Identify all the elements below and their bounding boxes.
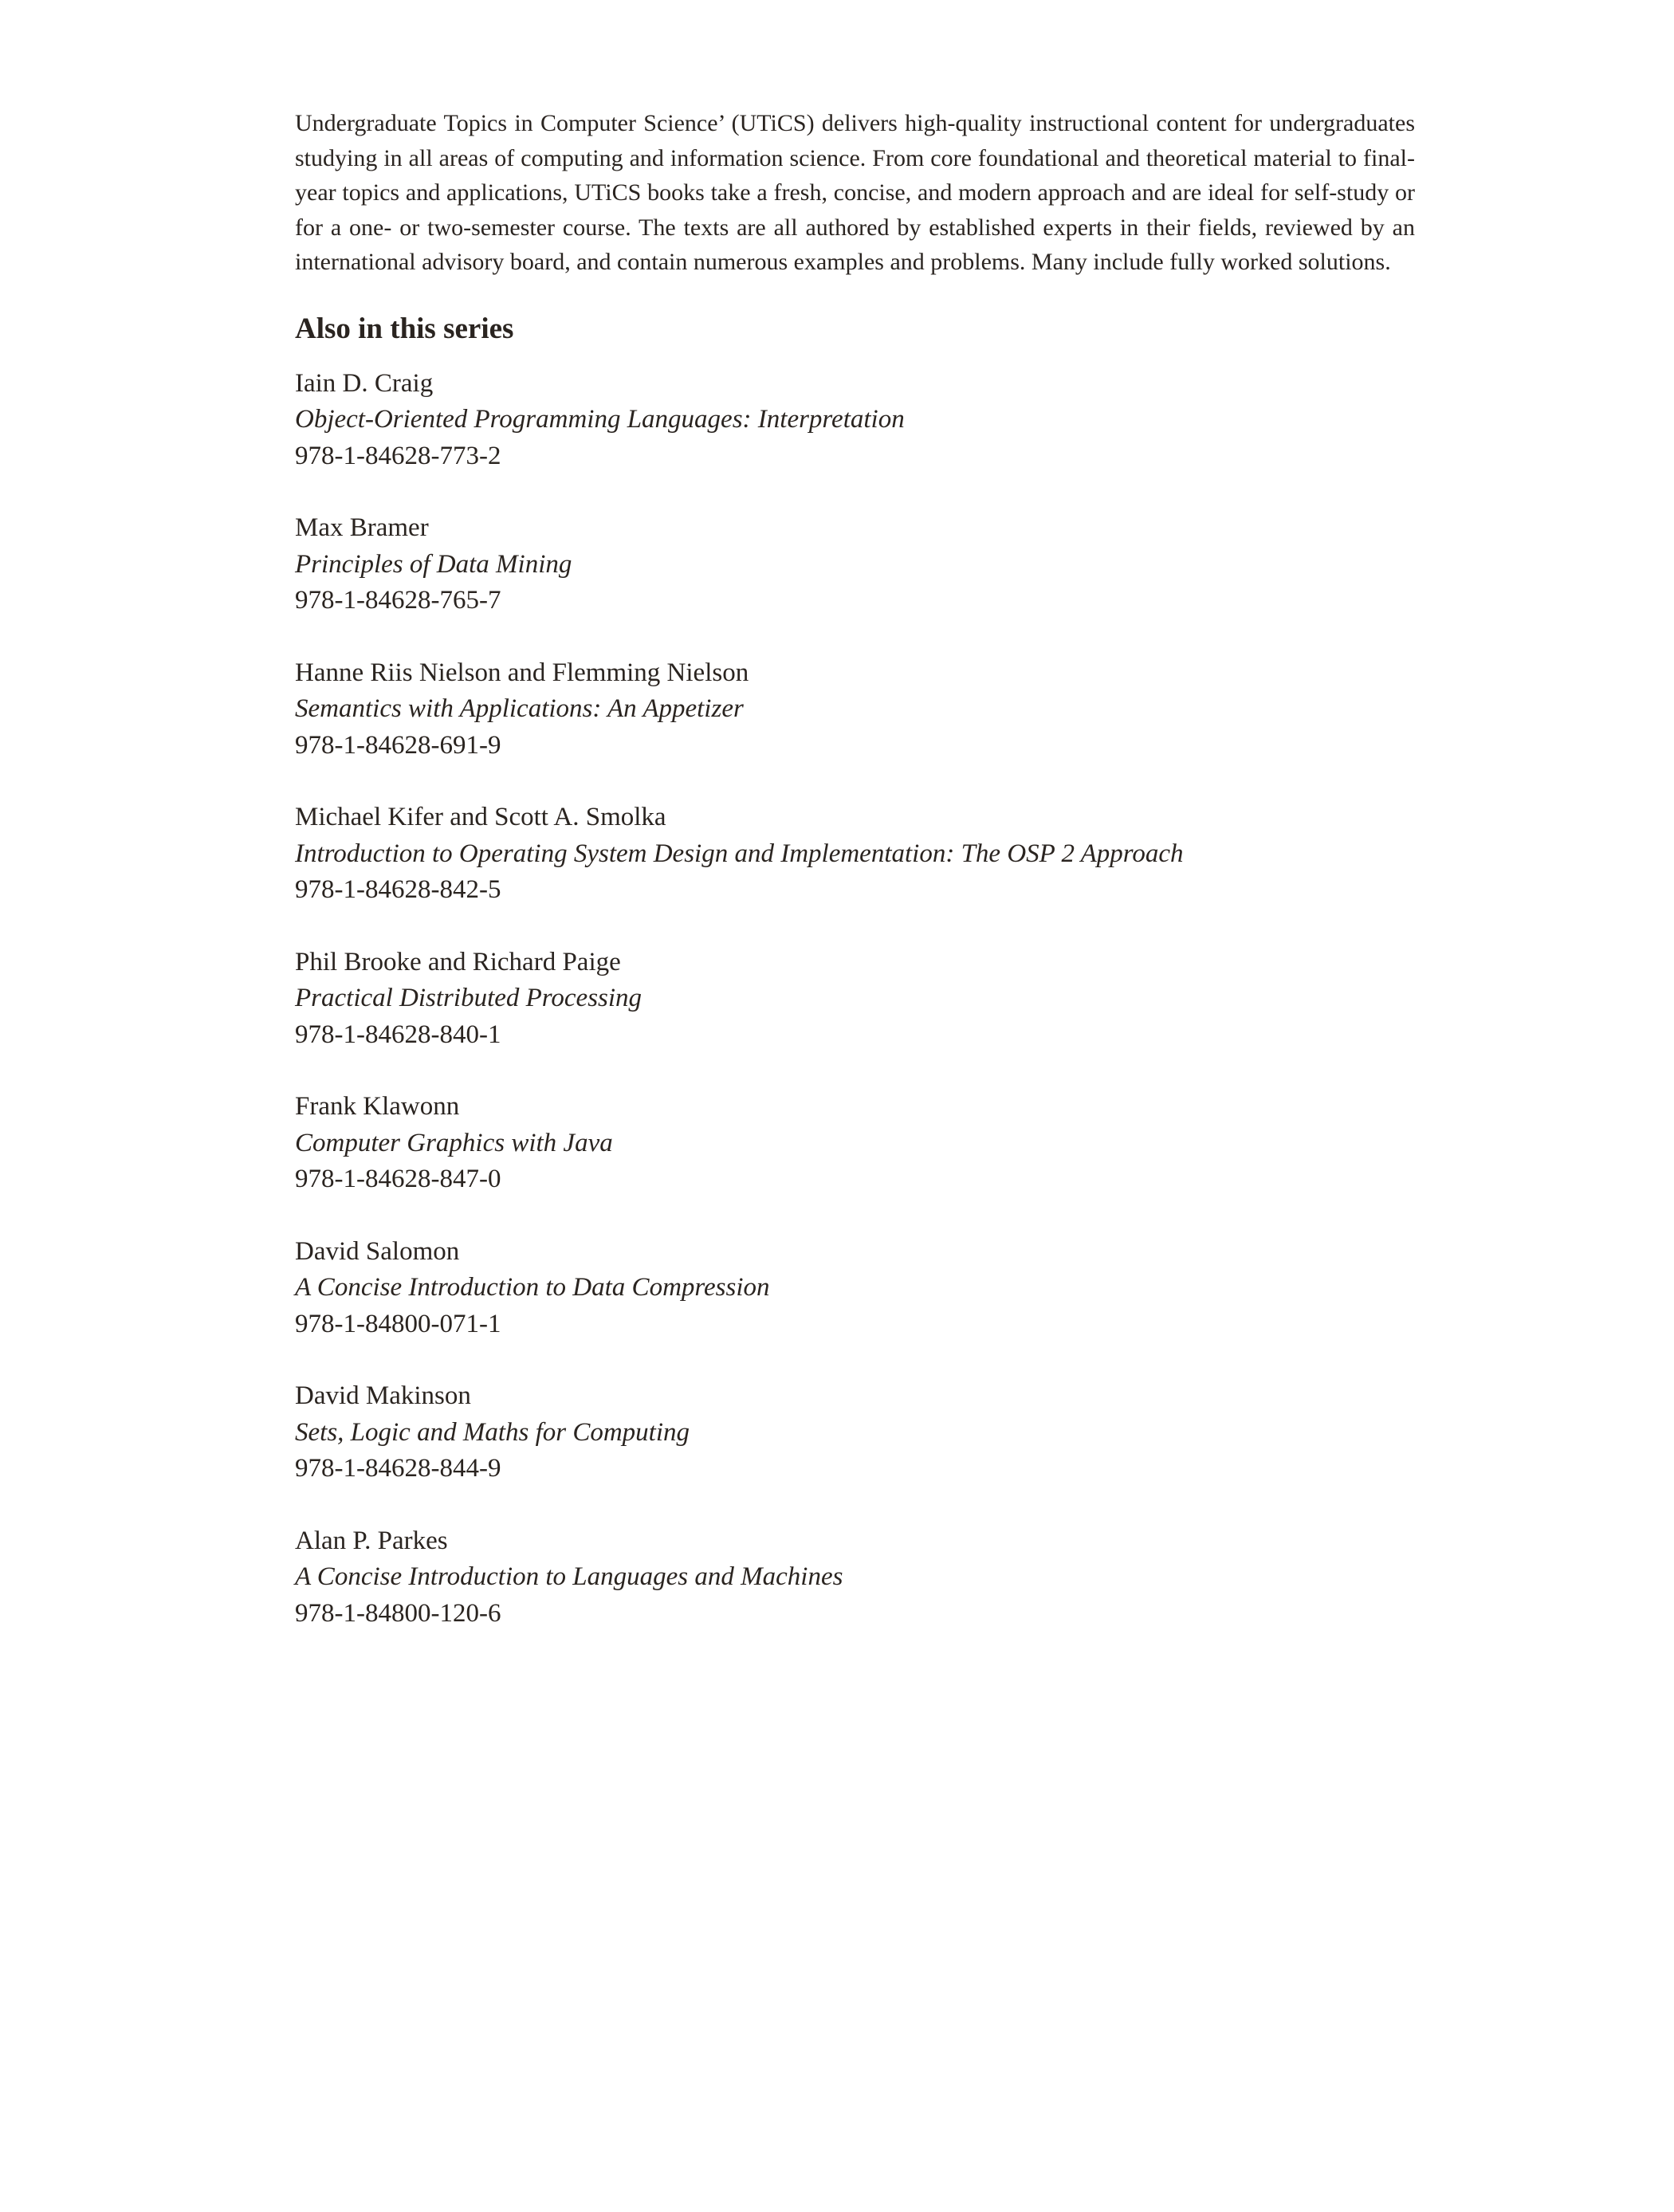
book-entry <box>295 510 1415 619</box>
book-title: Computer Graphics with Java <box>295 1128 613 1157</box>
book-isbn: 978-1-84800-120-6 <box>295 1598 501 1628</box>
book-title: A Concise Introduction to Data Compression <box>295 1273 770 1302</box>
book-isbn: 978-1-84628-847-0 <box>295 1165 501 1193</box>
book-author: Frank Klawonn <box>295 1092 460 1121</box>
series-heading: Also in this series <box>295 312 514 345</box>
page-content <box>295 106 1415 1668</box>
book-isbn: 978-1-84628-765-7 <box>295 586 501 615</box>
book-author: Alan P. Parkes <box>295 1526 448 1555</box>
book-list <box>295 366 1415 1632</box>
book-entry <box>295 366 1415 475</box>
book-entry <box>295 1089 1415 1198</box>
book-entry <box>295 945 1415 1054</box>
book-entry <box>295 1378 1415 1487</box>
book-author: Max Bramer <box>295 513 429 542</box>
book-isbn: 978-1-84628-842-5 <box>295 875 501 904</box>
book-author: Iain D. Craig <box>295 368 434 398</box>
book-title: Semantics with Applications: An Appetizer <box>295 694 744 723</box>
book-author: Phil Brooke and Richard Paige <box>295 947 621 976</box>
book-author: Hanne Riis Nielson and Flemming Nielson <box>295 658 749 687</box>
book-entry <box>295 800 1415 909</box>
book-isbn: 978-1-84628-691-9 <box>295 730 501 760</box>
book-title: Principles of Data Mining <box>295 549 572 579</box>
book-title: Sets, Logic and Maths for Computing <box>295 1417 690 1447</box>
book-isbn: 978-1-84628-773-2 <box>295 441 501 470</box>
book-author: David Salomon <box>295 1236 460 1266</box>
book-title: Practical Distributed Processing <box>295 984 642 1012</box>
book-entry <box>295 1234 1415 1343</box>
book-isbn: 978-1-84800-071-1 <box>295 1309 501 1338</box>
book-title: A Concise Introduction to Languages and Machines <box>295 1562 843 1591</box>
book-title: Object-Oriented Programming Languages: Interpretation <box>295 405 905 434</box>
book-author: David Makinson <box>295 1381 471 1410</box>
book-entry <box>295 655 1415 764</box>
book-isbn: 978-1-84628-844-9 <box>295 1454 501 1483</box>
book-author: Michael Kifer and Scott A. Smolka <box>295 803 666 831</box>
book-isbn: 978-1-84628-840-1 <box>295 1020 501 1049</box>
series-description: Undergraduate Topics in Computer Science’ (UTiCS) delivers high-quality instructional content for undergraduates studying in all areas of computing and information science. From core foundational and theoretical material to final-year topics and applications, UTiCS books take a fresh, concise, and modern approach and are ideal for self-study or for a one- or two-semester course. The texts are all authored by established experts in their fields, reviewed by an international advisory board, and contain numerous examples and problems. Many include fully worked solutions. <box>295 110 1415 275</box>
book-title: Introduction to Operating System Design and Implementation: The OSP 2 Approach <box>295 839 1184 868</box>
book-entry <box>295 1523 1415 1632</box>
